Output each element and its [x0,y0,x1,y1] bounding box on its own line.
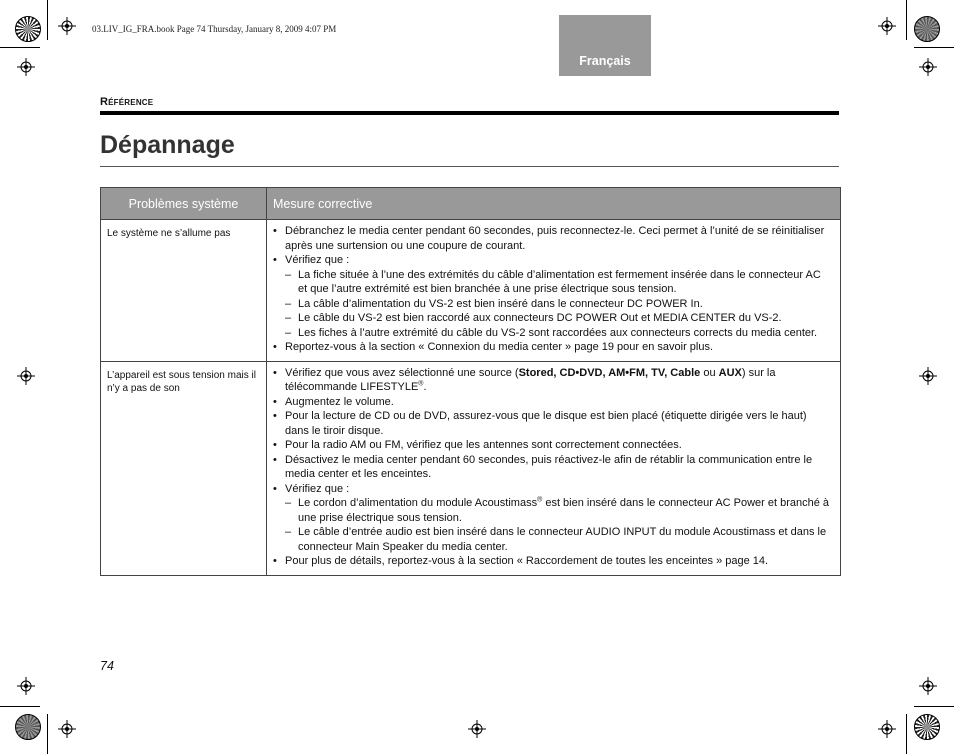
source-aux: AUX [718,366,742,379]
bullet-item: • Débranchez le media center pendant 60 secondes, puis reconnectez-le. Ceci permet à l’unité de se réinitialiser après une surtension ou une coupure de courant. [273,224,832,253]
text-segment: . [423,381,427,393]
section-label: Référence [100,96,154,108]
registration-mark-icon [17,58,35,76]
problem-cell: Le système ne s’allume pas [101,220,267,362]
registered-mark: ® [537,496,543,504]
crop-mark [0,47,40,48]
registration-mark-icon [58,720,76,738]
crop-mark [0,706,40,707]
bullet-item: • Pour la lecture de CD ou de DVD, assurez-vous que le disque est bien placé (étiquette dirigée vers le haut) dans le tiroir disque. [273,409,832,438]
bullet-item: • Pour la radio AM ou FM, vérifiez que les antennes sont correctement connectées. [273,438,832,453]
page-title: Dépannage [100,131,235,159]
solution-cell [267,361,841,575]
registration-mark-icon [878,720,896,738]
dash-item [273,496,832,525]
table-header-row [101,188,841,220]
registration-mark-icon [468,720,486,738]
table-row [101,361,841,575]
column-header-solution: Mesure corrective [267,188,841,220]
registration-mark-icon [17,367,35,385]
solution-cell [267,220,841,362]
bullet-item: • Reportez-vous à la section « Connexion du media center » page 19 pour en savoir plus. [273,340,832,355]
text-segment: est bien inséré dans le connecteur AC Power et branché à une prise électrique sous tension. [298,497,830,524]
registration-mark-icon [878,17,896,35]
troubleshooting-table [100,187,841,576]
color-target-icon [914,714,940,740]
bullet-item: • Pour plus de détails, reportez-vous à la section « Raccordement de toutes les enceintes » page 14. [273,554,832,569]
registration-mark-icon [919,677,937,695]
crop-mark [906,0,907,40]
bullet-item [273,366,832,395]
registration-mark-icon [919,58,937,76]
crop-mark [906,714,907,754]
page-number: 74 [100,659,114,673]
text-segment: Le cordon d’alimentation du module Acoustimass [298,497,538,509]
crop-mark [47,0,48,40]
bullet-item: • Désactivez le media center pendant 60 secondes, puis réactivez-le afin de rétablir la communication entre le media center et les enceintes. [273,453,832,482]
header-rule [100,111,839,115]
language-tab [559,15,651,76]
color-target-icon [15,16,41,42]
print-info-line: 03.LIV_IG_FRA.book Page 74 Thursday, January 8, 2009 4:07 PM [92,24,337,34]
dash-item: – Les fiches à l’autre extrémité du câble du VS-2 sont raccordées aux connecteurs corrects du media center. [273,326,832,341]
crop-mark [914,706,954,707]
dash-item: – La fiche située à l’une des extrémités du câble d’alimentation est fermement insérée dans le connecteur AC et que l’autre extrémité est bien branchée à une prise électrique sous tension. [273,268,832,297]
dash-item: – Le câble du VS-2 est bien raccordé aux connecteurs DC POWER Out et MEDIA CENTER du VS-2. [273,311,832,326]
bullet-item: • Vérifiez que : [273,482,832,497]
column-header-problem: Problèmes système [101,188,267,220]
language-tab-label: Français [579,54,631,68]
registration-mark-icon [919,367,937,385]
text-segment: ou [700,366,719,379]
registration-mark-icon [58,17,76,35]
color-target-icon [914,16,940,42]
text-segment: ) sur la télécommande LIFESTYLE [285,366,776,393]
bullet-item: • Augmentez le volume. [273,395,832,410]
color-target-icon [15,714,41,740]
registration-mark-icon [17,677,35,695]
crop-mark [47,714,48,754]
text-segment: Vérifiez que vous avez sélectionné une source ( [285,366,519,379]
dash-item: – La câble d’alimentation du VS-2 est bien inséré dans le connecteur DC POWER In. [273,297,832,312]
registered-mark: ® [418,380,424,388]
crop-mark [914,47,954,48]
table-row [101,220,841,362]
title-rule [100,166,839,167]
dash-item: – Le câble d’entrée audio est bien inséré dans le connecteur AUDIO INPUT du module Acoustimass et dans le connecteur Main Speaker du media center. [273,525,832,554]
source-names: Stored, CD•DVD, AM•FM, TV, Cable [518,366,701,379]
problem-cell: L’appareil est sous tension mais il n’y a pas de son [101,361,267,575]
bullet-item: • Vérifiez que : [273,253,832,268]
